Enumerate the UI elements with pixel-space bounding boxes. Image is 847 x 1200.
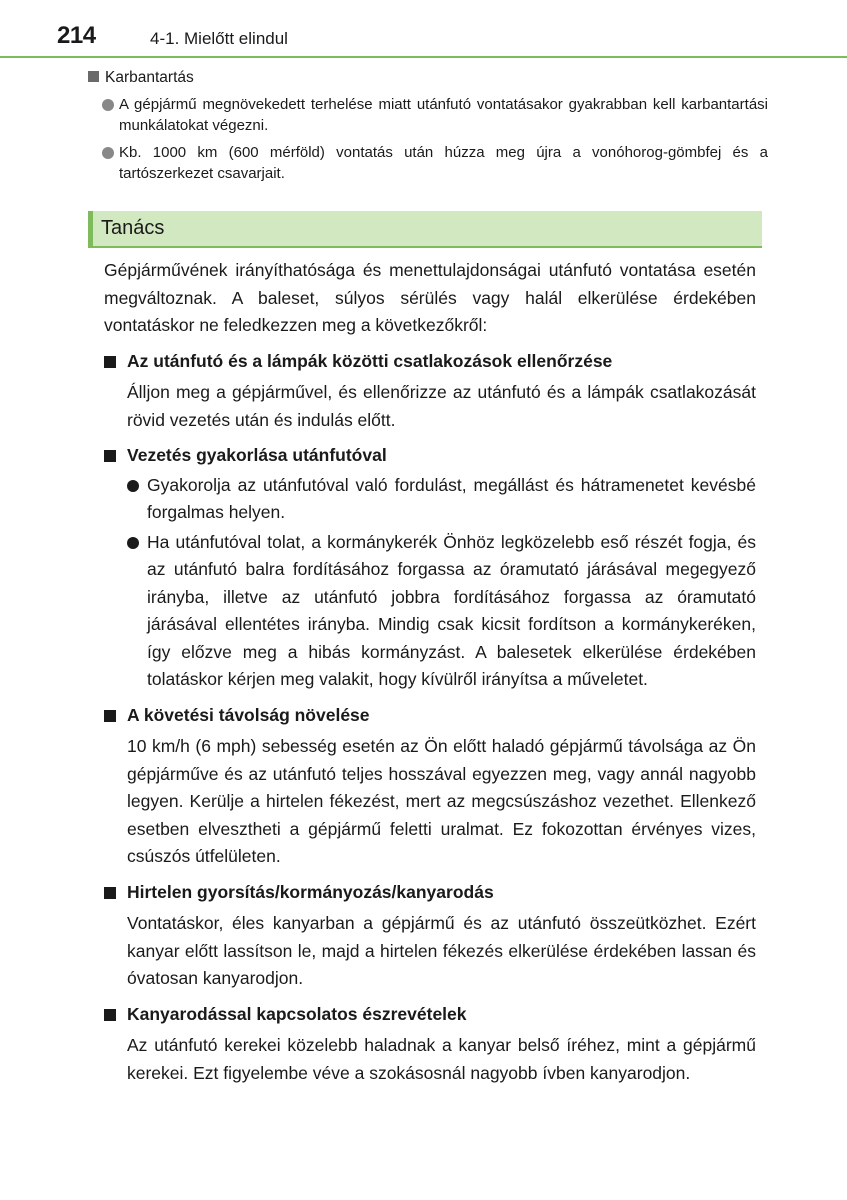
advice-title: Tanács	[101, 217, 165, 239]
section-body: 10 km/h (6 mph) sebesség esetén az Ön előtt haladó gépjármű távolsága az Ön gépjárműve és az utánfutó teljes hosszával egyezzen meg, vagy annál nagyobb legyen. Kerülje a hirtelen fékezést, mert az megcsúszáshoz vezethet. Ellenkező esetben elvesztheti a gépjármű feletti uralmat. Ez fokozottan érvényes vizes, csúszós útfelületen.	[127, 736, 756, 866]
maintenance-bullet	[88, 142, 768, 184]
section-heading-text: Kanyarodással kapcsolatos észrevételek	[127, 1003, 467, 1024]
section-heading	[104, 348, 756, 376]
square-bullet-icon	[104, 1009, 116, 1021]
chapter-title: 4-1. Mielőtt elindul	[150, 29, 288, 48]
section-heading-text: A követési távolság növelése	[127, 704, 370, 725]
section-body: Vontatáskor, éles kanyarban a gépjármű és az utánfutó összeütközhet. Ezért kanyar előtt lassítson le, majd a hirtelen fékezés elkerülése érdekében lassan és óvatosan kanyarodjon.	[127, 913, 756, 988]
advice-accent-bar	[88, 211, 93, 246]
circle-bullet-icon	[102, 147, 114, 159]
maintenance-bullet-text: A gépjármű megnövekedett terhelése miatt utánfutó vontatásakor gyakrabban kell karbantartási munkálatokat végezni.	[119, 96, 768, 134]
maintenance-heading	[88, 68, 768, 88]
maintenance-bullet-text: Kb. 1000 km (600 mérföld) vontatás után húzza meg újra a vonóhorog-gömbfej és a tartószerkezet csavarjait.	[119, 144, 768, 182]
square-bullet-icon	[104, 356, 116, 368]
header-rule	[0, 56, 847, 58]
section-heading-text: Hirtelen gyorsítás/kormányozás/kanyarodás	[127, 881, 494, 902]
practice-bullet-text: Gyakorolja az utánfutóval való fordulást, megállást és hátramenetet kevésbé forgalmas helyen.	[147, 474, 756, 522]
section-following-distance	[104, 702, 756, 871]
section-connections	[104, 348, 756, 435]
section-sudden-maneuvers	[104, 879, 756, 993]
circle-bullet-icon	[127, 480, 139, 492]
section-turning	[104, 1001, 756, 1088]
page-header	[0, 0, 847, 58]
square-bullet-icon	[104, 887, 116, 899]
section-body: Az utánfutó kerekei közelebb haladnak a kanyar belső íréhez, mint a gépjármű kerekei. Ezt figyelembe véve a szokásosnál nagyobb ívben kanyarodjon.	[127, 1035, 756, 1083]
section-heading-text: Az utánfutó és a lámpák közötti csatlakozások ellenőrzése	[127, 350, 613, 371]
square-bullet-icon	[104, 710, 116, 722]
circle-bullet-icon	[127, 537, 139, 549]
maintenance-section	[88, 68, 768, 184]
advice-content	[104, 257, 756, 1087]
practice-bullet-text: Ha utánfutóval tolat, a kormánykerék Önhöz legközelebb eső részét fogja, és az utánfutó balra fordításához forgassa az óramutató járásával megegyező irányba, illetve az utánfutó jobbra fordításához forgassa az óramutató járásával ellentétes irányba. Mindig csak kicsit fordítson a kormánykeréken, így előzve meg a hibás kormányzást. A balesetek elkerülése érdekében tolatáskor kérjen meg valakit, hogy kívülről irányítsa a műveletet.	[147, 531, 756, 689]
section-heading	[104, 1001, 756, 1029]
section-practice	[104, 442, 756, 694]
section-body: Álljon meg a gépjárművel, és ellenőrizze az utánfutó és a lámpák csatlakozását rövid vezetés után és indulás előtt.	[127, 382, 756, 430]
practice-bullet	[104, 529, 756, 694]
square-bullet-icon	[104, 450, 116, 462]
circle-bullet-icon	[102, 99, 114, 111]
section-heading	[104, 442, 756, 470]
advice-intro: Gépjárművének irányíthatósága és menettulajdonságai utánfutó vontatása esetén megváltoznak. A baleset, súlyos sérülés vagy halál elkerülése érdekében vontatáskor ne feledkezzen meg a következőkről:	[104, 260, 756, 335]
advice-title-box	[88, 211, 762, 248]
practice-bullet	[104, 472, 756, 527]
maintenance-heading-text: Karbantartás	[105, 69, 194, 86]
square-bullet-icon	[88, 71, 99, 82]
section-heading-text: Vezetés gyakorlása utánfutóval	[127, 445, 387, 465]
section-heading	[104, 879, 756, 907]
page-number: 214	[57, 22, 96, 49]
section-heading	[104, 702, 756, 730]
maintenance-bullet	[88, 94, 768, 136]
